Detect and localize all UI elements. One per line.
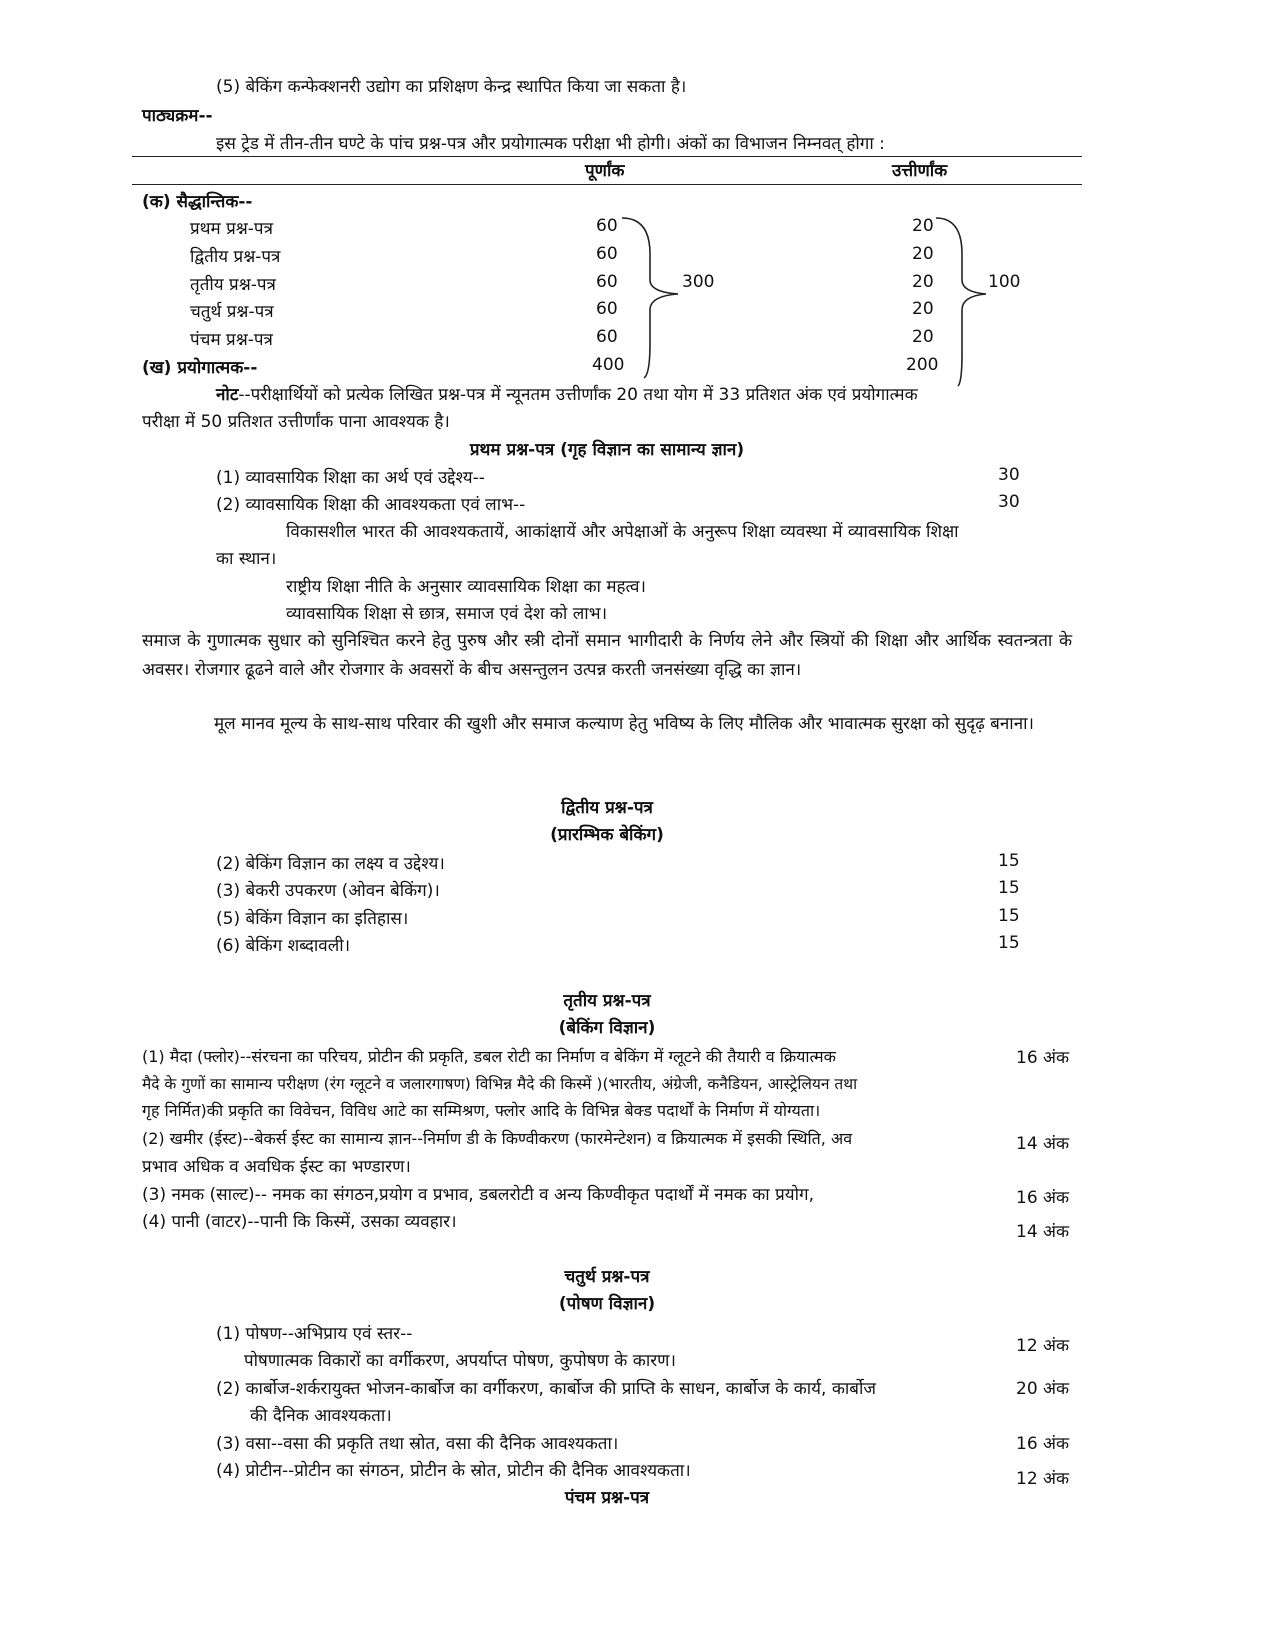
paper3-item4-marks: 14 अंक (1016, 1222, 1070, 1242)
paper1-para3: व्यावसायिक शिक्षा से छात्र, समाज एवं देश को लाभ। (286, 604, 608, 624)
full-marks-brace (620, 214, 680, 384)
table-header-rule (132, 184, 1082, 185)
col-header-pass-marks: उत्तीर्णांक (892, 161, 948, 181)
row-pass-1: 20 (912, 216, 934, 236)
row-full-1: 60 (596, 216, 618, 236)
paper4-title: चतुर्थ प्रश्न-पत्र (564, 1267, 650, 1287)
paper5-title: पंचम प्रश्न-पत्र (564, 1488, 650, 1508)
paper2-item-4-marks: 15 (998, 933, 1020, 953)
paper2-item-3-marks: 15 (998, 906, 1020, 926)
paper3-item1-line2: मैदे के गुणों का सामान्य परीक्षण (रंग ग्लूटने व जलारगाषण) विभिन्न मैदे की किस्में )(भारतीय, अंग्रेजी, कनैडियन, आस्ट्रेलियन तथा (142, 1075, 858, 1093)
syllabus-heading: पाठ्यक्रम-- (142, 106, 213, 126)
paper3-item2-line2: प्रभाव अधिक व अवधिक ईस्ट का भण्डारण। (142, 1157, 411, 1177)
paper3-title: तृतीय प्रश्न-पत्र (563, 991, 651, 1011)
practical-label: (ख) प्रयोगात्मक-- (142, 358, 258, 378)
row-pass-3: 20 (912, 272, 934, 292)
paper4-item2-line1: (2) कार्बोज-शर्करायुक्त भोजन-कार्बोज का वर्गीकरण, कार्बोज की प्राप्ति के साधन, कार्बोज के कार्य, कार्बोज (216, 1379, 877, 1399)
paper4-item2-marks: 20 अंक (1016, 1379, 1070, 1399)
paper2-item-4: (6) बेकिंग शब्दावली। (216, 936, 351, 956)
paper4-item3: (3) वसा--वसा की प्रकृति तथा स्रोत, वसा की दैनिक आवश्यकता। (216, 1434, 619, 1454)
row-label-4: चतुर्थ प्रश्न-पत्र (190, 302, 274, 322)
row-full-2: 60 (596, 244, 618, 264)
paper3-item3-marks: 16 अंक (1016, 1188, 1070, 1208)
practical-full: 400 (592, 355, 625, 375)
paper3-item1-marks: 16 अंक (1016, 1048, 1070, 1068)
paper2-item-1-marks: 15 (998, 851, 1020, 871)
paper1-para1-line2: का स्थान। (216, 549, 277, 569)
paper1-para1-line1: विकासशील भारत की आवश्यकतायें, आकांक्षायें और अपेक्षाओं के अनुरूप शिक्षा व्यवस्था में व्यावसायिक शिक्षा (286, 522, 959, 542)
paper4-item1-marks: 12 अंक (1016, 1336, 1070, 1356)
practical-pass: 200 (906, 355, 939, 375)
full-marks-total: 300 (682, 272, 715, 292)
syllabus-intro: इस ट्रेड में तीन-तीन घण्टे के पांच प्रश्न-पत्र और प्रयोगात्मक परीक्षा भी होगी। अंकों का विभाजन निम्नवत् होगा : (216, 134, 885, 154)
paper2-item-2: (3) बेकरी उपकरण (ओवन बेकिंग)। (216, 881, 440, 901)
theory-label: (क) सैद्धान्तिक-- (142, 192, 253, 212)
paper1-para2: राष्ट्रीय शिक्षा नीति के अनुसार व्यावसायिक शिक्षा का महत्व। (286, 577, 646, 597)
row-label-2: द्वितीय प्रश्न-पत्र (190, 247, 281, 267)
paper2-item-1: (2) बेकिंग विज्ञान का लक्ष्य व उद्देश्य। (216, 854, 445, 874)
paper3-item4: (4) पानी (वाटर)--पानी कि किस्में, उसका व्यवहार। (142, 1212, 457, 1232)
row-pass-4: 20 (912, 299, 934, 319)
row-full-3: 60 (596, 272, 618, 292)
paper1-para5: मूल मानव मूल्य के साथ-साथ परिवार की खुशी और समाज कल्याण हेतु भविष्य के लिए मौलिक और भावात्मक सुरक्षा को सुदृढ़ बनाना। (214, 714, 1034, 734)
note-label: नोट (216, 385, 239, 405)
paper3-item1-line3: गृह निर्मित)की प्रकृति का विवेचन, विविध आटे का सम्मिश्रण, फ्लोर आदि के विभिन्न बेक्ड पदार्थों के निर्माण में योग्यता। (142, 1101, 821, 1120)
note-line-1 (216, 382, 918, 405)
row-full-4: 60 (596, 299, 618, 319)
paper1-title: प्रथम प्रश्न-पत्र (गृह विज्ञान का सामान्य ज्ञान) (469, 440, 745, 460)
paper4-item1-line2: पोषणात्मक विकारों का वर्गीकरण, अपर्याप्त पोषण, कुपोषण के कारण। (244, 1351, 676, 1371)
note-text: --परीक्षार्थियों को प्रत्येक लिखित प्रश्न-पत्र में न्यूनतम उत्तीर्णांक 20 तथा योग में 33 प्रतिशत अंक एवं प्रयोगात्मक (238, 385, 918, 405)
paper4-item4: (4) प्रोटीन--प्रोटीन का संगठन, प्रोटीन के स्रोत, प्रोटीन की दैनिक आवश्यकता। (216, 1461, 691, 1481)
paper2-item-3: (5) बेकिंग विज्ञान का इतिहास। (216, 909, 409, 929)
intro-point: (5) बेकिंग कन्फेक्शनरी उद्योग का प्रशिक्षण केन्द्र स्थापित किया जा सकता है। (216, 77, 687, 97)
paper4-item1-line1: (1) पोषण--अभिप्राय एवं स्तर-- (216, 1324, 413, 1344)
paper2-subtitle: (प्रारम्भिक बेकिंग) (550, 825, 664, 845)
pass-marks-total: 100 (988, 272, 1021, 292)
row-pass-5: 20 (912, 327, 934, 347)
note-line-2: परीक्षा में 50 प्रतिशत उत्तीर्णांक पाना आवश्यक है। (142, 412, 450, 432)
table-top-rule (132, 156, 1082, 157)
row-full-5: 60 (596, 327, 618, 347)
paper1-item-2-marks: 30 (998, 492, 1020, 512)
paper3-item2-line1: (2) खमीर (ईस्ट)--बेकर्स ईस्ट का सामान्य ज्ञान--निर्माण डी के किण्वीकरण (फारमेन्टेशन) व क्रियात्मक में इसकी स्थिति, अव (142, 1129, 853, 1148)
paper1-item-2: (2) व्यावसायिक शिक्षा की आवश्यकता एवं लाभ-- (216, 495, 526, 515)
paper1-item-1: (1) व्यावसायिक शिक्षा का अर्थ एवं उद्देश्य-- (216, 468, 485, 488)
row-pass-2: 20 (912, 244, 934, 264)
col-header-full-marks: पूर्णांक (585, 161, 625, 181)
paper2-item-2-marks: 15 (998, 878, 1020, 898)
paper2-title: द्वितीय प्रश्न-पत्र (561, 798, 653, 818)
row-label-5: पंचम प्रश्न-पत्र (190, 330, 273, 350)
paper3-item3: (3) नमक (साल्ट)-- नमक का संगठन,प्रयोग व प्रभाव, डबलरोटी व अन्य किण्वीकृत पदार्थों में नमक का प्रयोग, (142, 1185, 814, 1205)
paper4-item4-marks: 12 अंक (1016, 1469, 1070, 1489)
paper4-subtitle: (पोषण विज्ञान) (558, 1294, 656, 1314)
pass-marks-brace (934, 214, 994, 389)
paper1-item-1-marks: 30 (998, 465, 1020, 485)
paper3-subtitle: (बेकिंग विज्ञान) (558, 1018, 656, 1038)
paper3-item1-line1: (1) मैदा (फ्लोर)--संरचना का परिचय, प्रोटीन की प्रकृति, डबल रोटी का निर्माण व बेकिंग में ग्लूटने की तैयारी व क्रियात्मक (142, 1047, 836, 1066)
row-label-1: प्रथम प्रश्न-पत्र (190, 219, 273, 239)
paper3-item2-marks: 14 अंक (1016, 1134, 1070, 1154)
paper1-para4: समाज के गुणात्मक सुधार को सुनिश्चित करने हेतु पुरुष और स्त्री दोनों समान भागीदारी के निर्णय लेने और स्त्रियों की शिक्षा और आर्थिक स्वतन्त्रता के अवसर। रोजगार ढूढने वाले और रोजगार के अवसरों के बीच असन्तुलन उत्पन्न करती जनसंख्या वृद्धि का ज्ञान। (142, 631, 1072, 680)
paper4-item2-line2: की दैनिक आवश्यकता। (250, 1406, 392, 1426)
row-label-3: तृतीय प्रश्न-पत्र (190, 275, 276, 295)
paper4-item3-marks: 16 अंक (1016, 1434, 1070, 1454)
